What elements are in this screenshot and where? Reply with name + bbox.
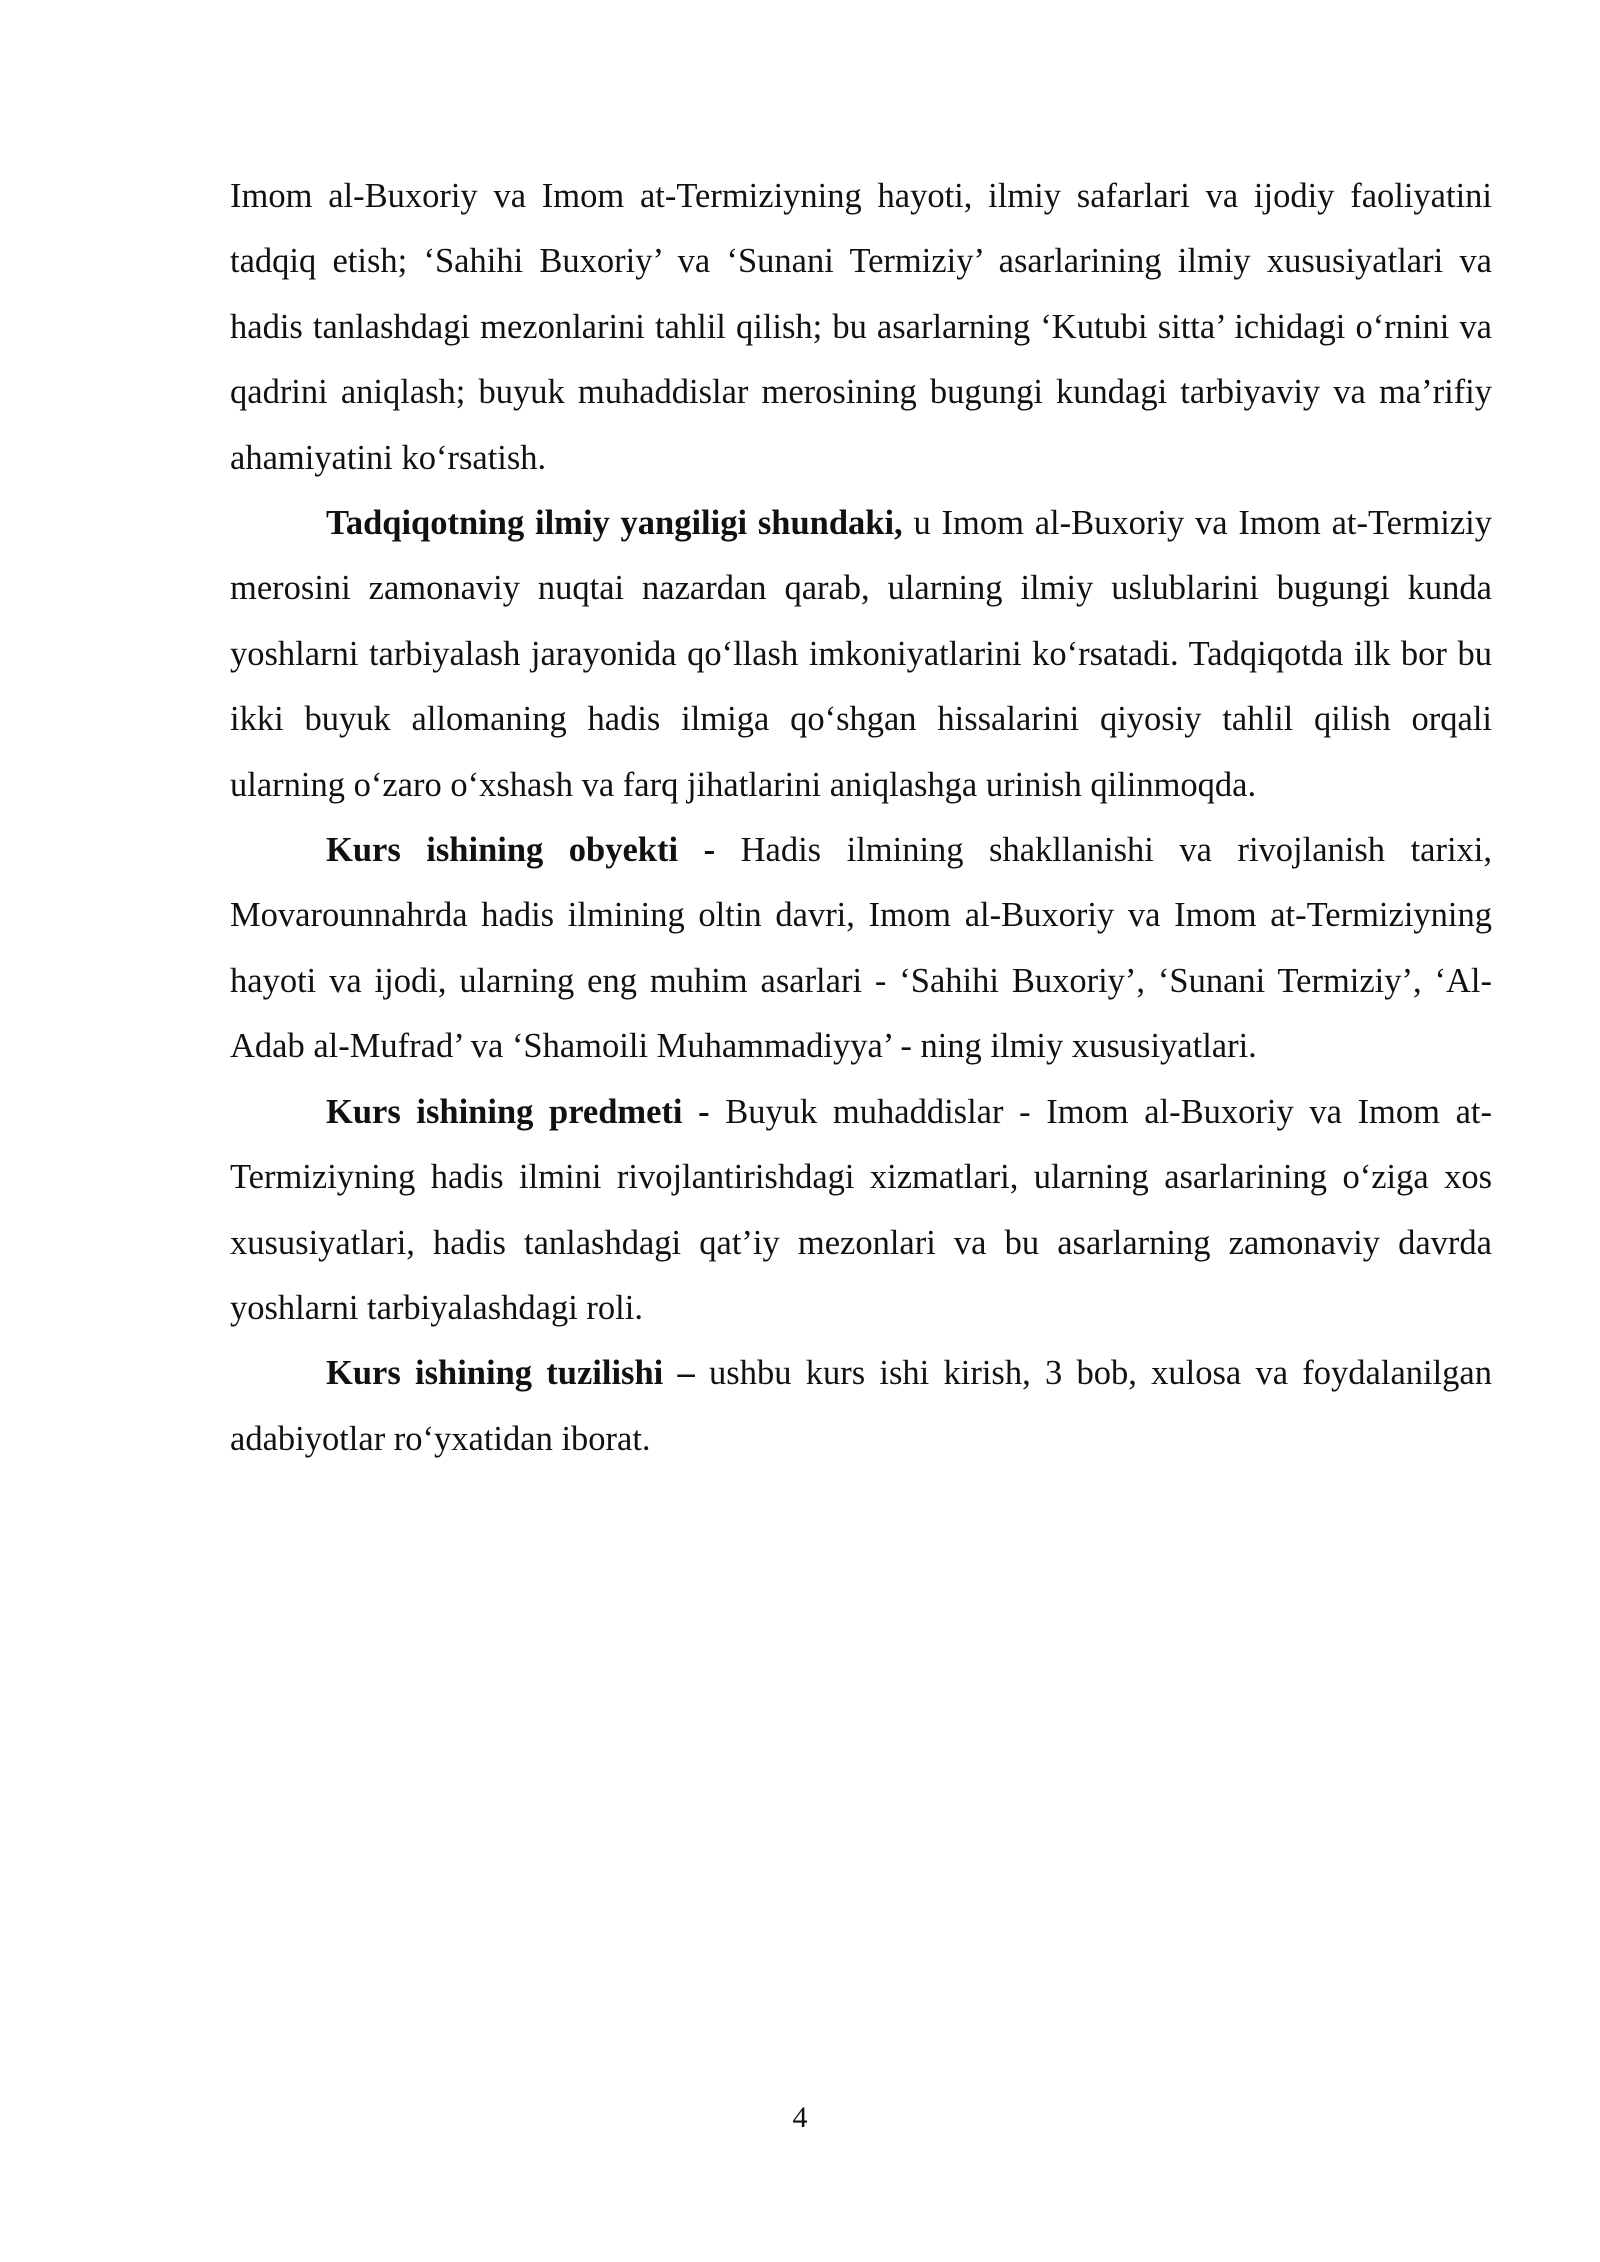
paragraph-object-heading: Kurs ishining obyekti - <box>326 831 716 870</box>
paragraph-object-text: Hadis ilmining shakllanishi va rivojlanish tarixi, Movarounnahrda hadis ilmining oltin davri, Imom al-Buxoriy va Imom at-Termiziyning hayoti va ijodi, ularning eng muhim asarlari - ‘Sahihi Buxoriy’, ‘Sunani Termiziy’, ‘Al-Adab al-Mufrad’ va ‘Shamoili Muhammadiyya’ - ning ilmiy xususiyatlari. <box>230 831 1492 1066</box>
paragraph-goals <box>230 164 1492 491</box>
paragraph-subject <box>230 1080 1492 1342</box>
paragraph-structure-text: ushbu kurs ishi kirish, 3 bob, xulosa va foydalanilgan adabiyotlar ro‘yxatidan iborat. <box>230 1354 1492 1458</box>
paragraph-goals-text: Imom al-Buxoriy va Imom at-Termiziyning hayoti, ilmiy safarlari va ijodiy faoliyatini tadqiq etish; ‘Sahihi Buxoriy’ va ‘Sunani Termiziy’ asarlarining ilmiy xususiyatlari va hadis tanlashdagi mezonlarini tahlil qilish; bu asarlarning ‘Kutubi sitta’ ichidagi o‘rnini va qadrini aniqlash; buyuk muhaddislar merosining bugungi kundagi tarbiyaviy va ma’rifiy ahamiyatini ko‘rsatish. <box>230 177 1492 477</box>
paragraph-novelty-text: u Imom al-Buxoriy va Imom at-Termiziy merosini zamonaviy nuqtai nazardan qarab, ularning ilmiy uslublarini bugungi kunda yoshlarni tarbiyalash jarayonida qo‘llash imkoniyatlarini ko‘rsatadi. Tadqiqotda ilk bor bu ikki buyuk allomaning hadis ilmiga qo‘shgan hissalarini qiyosiy tahlil qilish orqali ularning o‘zaro o‘xshash va farq jihatlarini aniqlashga urinish qilinmoqda. <box>230 504 1492 804</box>
paragraph-structure-heading: Kurs ishining tuzilishi – <box>326 1354 695 1393</box>
paragraph-object <box>230 818 1492 1080</box>
paragraph-structure <box>230 1341 1492 1472</box>
paragraph-subject-text: Buyuk muhaddislar - Imom al-Buxoriy va Imom at-Termiziyning hadis ilmini rivojlantirishdagi xizmatlari, ularning asarlarining o‘ziga xos xususiyatlari, hadis tanlashdagi qat’iy mezonlari va bu asarlarning zamonaviy davrda yoshlarni tarbiyalashdagi roli. <box>230 1092 1492 1327</box>
paragraph-subject-heading: Kurs ishining predmeti - <box>326 1092 710 1131</box>
paragraph-novelty <box>230 491 1492 818</box>
paragraph-novelty-heading: Tadqiqotning ilmiy yangiligi shundaki, <box>326 504 903 543</box>
page-body <box>230 164 1492 1472</box>
page-number: 4 <box>792 2101 808 2134</box>
